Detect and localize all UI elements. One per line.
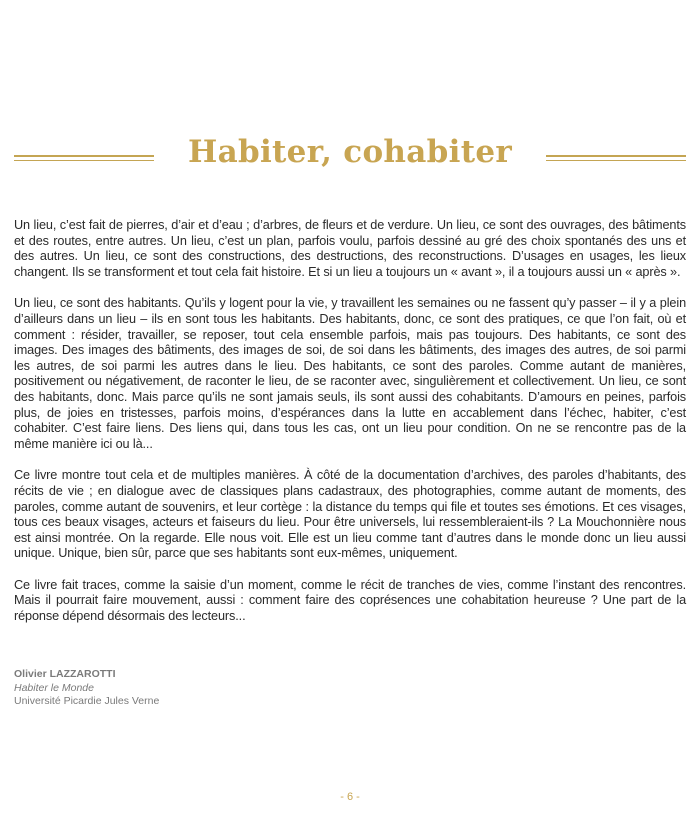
title-rule-right (546, 155, 686, 161)
signature (14, 668, 159, 709)
page-number: - 6 - (340, 791, 360, 803)
title-rule-left (14, 155, 154, 161)
university: Université Picardie Jules Verne (14, 695, 160, 707)
paragraph-3: Ce livre montre tout cela et de multiples manières. À côté de la documentation d’archives, des paroles d’habitants, des récits de vie ; en dialogue avec de classiques plans cadastraux, des photographies, comme autant de moments, des paroles, comme autant de souvenirs, et leur cortège : la distance du temps qui file et toutes ses émotions. Et ces visages, tous ces beaux visages, acteurs et faiseurs du lieu. Pour être universels, lui ressembleraient-ils ? La Mouchonnière nous est ainsi montrée. On la regarde. Elle nous voit. Elle est un lieu comme tant d’autres dans le monde donc un lieu aussi unique. Unique, bien sûr, parce que ses habitants sont eux-mêmes, uniquement. (14, 468, 686, 561)
book-title: Habiter le Monde (14, 681, 94, 694)
title-row (0, 128, 700, 188)
page-title: Habiter, cohabiter (188, 134, 512, 170)
author-name: Olivier LAZZAROTTI (14, 668, 116, 680)
paragraph-2: Un lieu, ce sont des habitants. Qu’ils y logent pour la vie, y travaillent les semaines ou ne fassent qu’y passer – il y a plein d’ailleurs dans un lieu – ils en sont tous les habitants. Des habitants, donc, ce sont des pratiques, ce que l’on fait, où et comment : résider, travailler, se reposer, tout cela ensemble parfois, mais pas toujours. Des habitants, ce sont des images. Des images des bâtiments, des images de soi, de soi dans les bâtiments, des images des autres, de soi parmi les autres, de soi parmi les autres dans le lieu. Des habitants, ce sont des paroles. Comme autant de manières, positivement ou négativement, de raconter le lieu, de se raconter avec, singulièrement et collectivement. Un lieu, ce sont des habitants, donc. Mais parce qu’ils ne sont jamais seuls, ils sont aussi des cohabitants. D’amours en peines, parfois plus, de joies en tristesses, parfois moins, d’espérances dans la lutte en accablement dans l’échec, habiter, c’est cohabiter. C’est faire liens. Des liens qui, dans tous les cas, ont un lieu pour condition. On ne se rencontre pas de la même manière ici ou là... (14, 296, 686, 451)
paragraph-4: Ce livre fait traces, comme la saisie d’un moment, comme le récit de tranches de vies, comme l’instant des rencontres. Mais il pourrait faire mouvement, aussi : comment faire des coprésences une cohabitation heureuse ? Une part de la réponse dépend désormais des lecteurs... (14, 577, 686, 624)
body-text (14, 218, 686, 641)
paragraph-1: Un lieu, c’est fait de pierres, d’air et d’eau ; d’arbres, de fleurs et de verdure. Un lieu, ce sont des ouvrages, des bâtiments et des routes, entre autres. Un lieu, c’est un plan, parfois voulu, parfois dessiné au gré des choix spontanés des uns et des autres. Un lieu, ce sont des constructions, des destructions, des reconstructions. D’usages en usages, les lieux changent. Ils se transforment et tout cela fait histoire. Et si un lieu a toujours un « avant », il a toujours aussi un « après ». (14, 218, 686, 279)
